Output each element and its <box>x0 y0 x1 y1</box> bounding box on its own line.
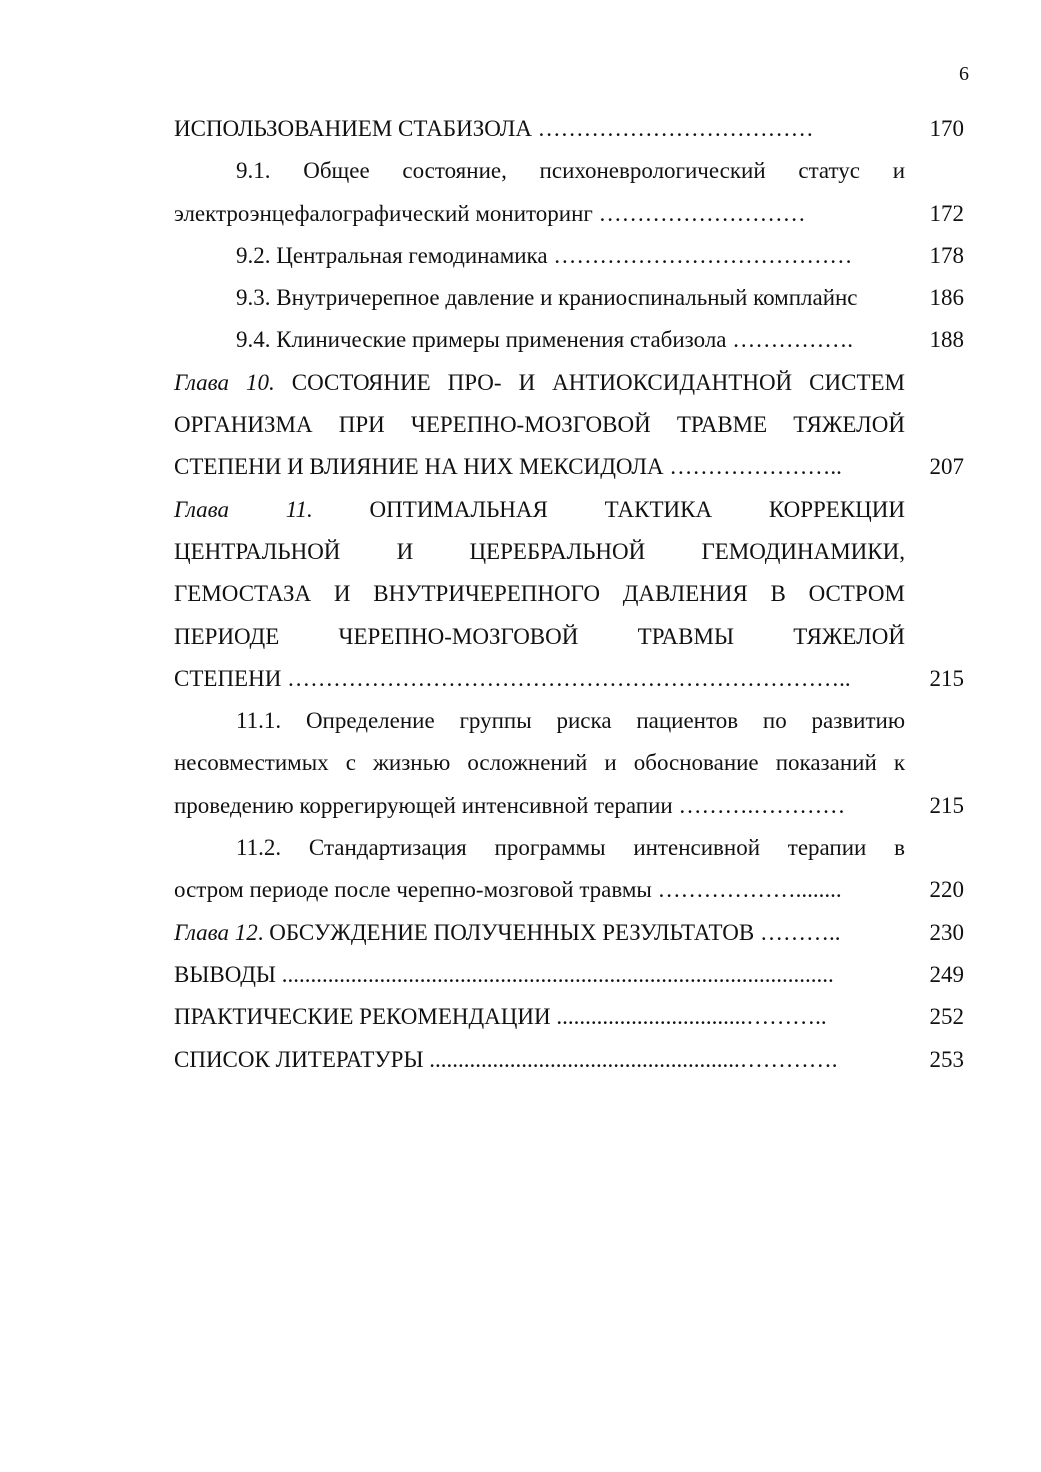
chapter-label: Глава 11. <box>174 496 313 522</box>
toc-entry-text <box>174 108 905 150</box>
toc-entry-line: 11.1. Определение группы риска пациентов по развитию <box>236 708 905 734</box>
toc-entry-text <box>174 489 905 700</box>
toc-entry <box>174 277 964 319</box>
toc-page-number: 170 <box>929 116 964 141</box>
toc-entry-line: 9.4. Клинические примеры применения стабизола ……………. <box>236 327 854 353</box>
toc-entry-text <box>174 996 905 1038</box>
toc-entry <box>174 108 964 150</box>
toc-entry <box>174 1039 964 1081</box>
toc-entry <box>174 912 964 954</box>
toc-entry <box>174 996 964 1038</box>
toc-entry-line: ПРАКТИЧЕСКИЕ РЕКОМЕНДАЦИИ .................................……….. <box>174 1004 827 1030</box>
toc-page-number: 186 <box>929 285 964 311</box>
toc-entry-line: ПЕРИОДЕ ЧЕРЕПНО-МОЗГОВОЙ ТРАВМЫ ТЯЖЕЛОЙ <box>174 623 905 649</box>
toc-entry-line: 9.1. Общее состояние, психоневрологический статус и <box>236 158 905 184</box>
toc-page-number: 215 <box>929 665 964 691</box>
toc-entry-line: СТЕПЕНИ ……………………………………………………………….. <box>174 665 851 691</box>
chapter-title-part: ОПТИМАЛЬНАЯ ТАКТИКА КОРРЕКЦИИ <box>312 496 905 522</box>
toc-page-number: 215 <box>929 792 964 818</box>
toc-entry-line <box>174 362 905 404</box>
toc-entry-line: ОРГАНИЗМА ПРИ ЧЕРЕПНО-МОЗГОВОЙ ТРАВМЕ ТЯЖЕЛОЙ <box>174 412 905 438</box>
toc-page-number: 220 <box>929 877 964 903</box>
toc-entry-text <box>174 700 905 827</box>
toc-entry-line: ЦЕНТРАЛЬНОЙ И ЦЕРЕБРАЛЬНОЙ ГЕМОДИНАМИКИ, <box>174 538 905 564</box>
table-of-contents <box>174 108 964 1081</box>
toc-page-number: 252 <box>929 1004 964 1030</box>
toc-entry <box>174 700 964 827</box>
chapter-title-part: . ОБСУЖДЕНИЕ ПОЛУЧЕННЫХ РЕЗУЛЬТАТОВ ……….. <box>257 919 841 945</box>
page-number: 6 <box>959 63 969 85</box>
toc-entry-line: остром периоде после черепно-мозговой травмы ………………........ <box>174 877 842 903</box>
toc-entry-line: электроэнцефалографический мониторинг ……………………… <box>174 200 806 226</box>
toc-entry <box>174 362 964 489</box>
toc-entry-text <box>174 827 905 912</box>
toc-entry <box>174 954 964 996</box>
toc-entry-line: ИСПОЛЬЗОВАНИЕМ СТАБИЗОЛА ……………………………… <box>174 116 814 141</box>
toc-entry <box>174 235 964 277</box>
toc-entry-line <box>174 912 905 954</box>
toc-entry-line: 11.2. Стандартизация программы интенсивной терапии в <box>236 835 905 861</box>
toc-entry-text <box>174 362 905 489</box>
toc-entry-line: 9.2. Центральная гемодинамика ………………………………… <box>236 242 853 268</box>
toc-entry-line: СТЕПЕНИ И ВЛИЯНИЕ НА НИХ МЕКСИДОЛА ………………….. <box>174 454 842 480</box>
toc-page-number: 249 <box>929 961 964 987</box>
toc-entry <box>174 319 964 361</box>
toc-entry-text <box>174 912 905 954</box>
toc-entry-text <box>174 954 905 996</box>
toc-entry-line: 9.3. Внутричерепное давление и краниоспинальный комплайнс <box>236 285 858 311</box>
toc-entry-text <box>174 235 905 277</box>
toc-entry <box>174 150 964 235</box>
toc-page-number: 178 <box>929 242 964 268</box>
toc-page-number: 207 <box>929 454 964 480</box>
toc-page-number: 230 <box>929 919 964 945</box>
toc-entry-line: проведению коррегирующей интенсивной терапии ……….………… <box>174 792 846 818</box>
toc-entry-line: ГЕМОСТАЗА И ВНУТРИЧЕРЕПНОГО ДАВЛЕНИЯ В ОСТРОМ <box>174 581 905 607</box>
toc-entry <box>174 489 964 700</box>
chapter-label: Глава 12 <box>174 919 258 945</box>
toc-page-number: 172 <box>929 200 964 226</box>
toc-entry-text <box>174 150 905 235</box>
toc-entry-text <box>174 1039 905 1081</box>
toc-entry-line: СПИСОК ЛИТЕРАТУРЫ ......................................................…………. <box>174 1046 838 1072</box>
toc-entry-text <box>174 277 905 319</box>
chapter-label: Глава 10. <box>174 369 275 395</box>
toc-page-number: 188 <box>929 327 964 353</box>
toc-entry <box>174 827 964 912</box>
toc-entry-text <box>174 319 905 361</box>
toc-entry-line <box>174 489 905 531</box>
toc-entry-line: ВЫВОДЫ ................................................................................................ <box>174 961 834 987</box>
toc-entry-line: несовместимых с жизнью осложнений и обоснование показаний к <box>174 750 905 776</box>
chapter-title-part: СОСТОЯНИЕ ПРО- И АНТИОКСИДАНТНОЙ СИСТЕМ <box>274 369 905 395</box>
toc-page-number: 253 <box>929 1046 964 1072</box>
